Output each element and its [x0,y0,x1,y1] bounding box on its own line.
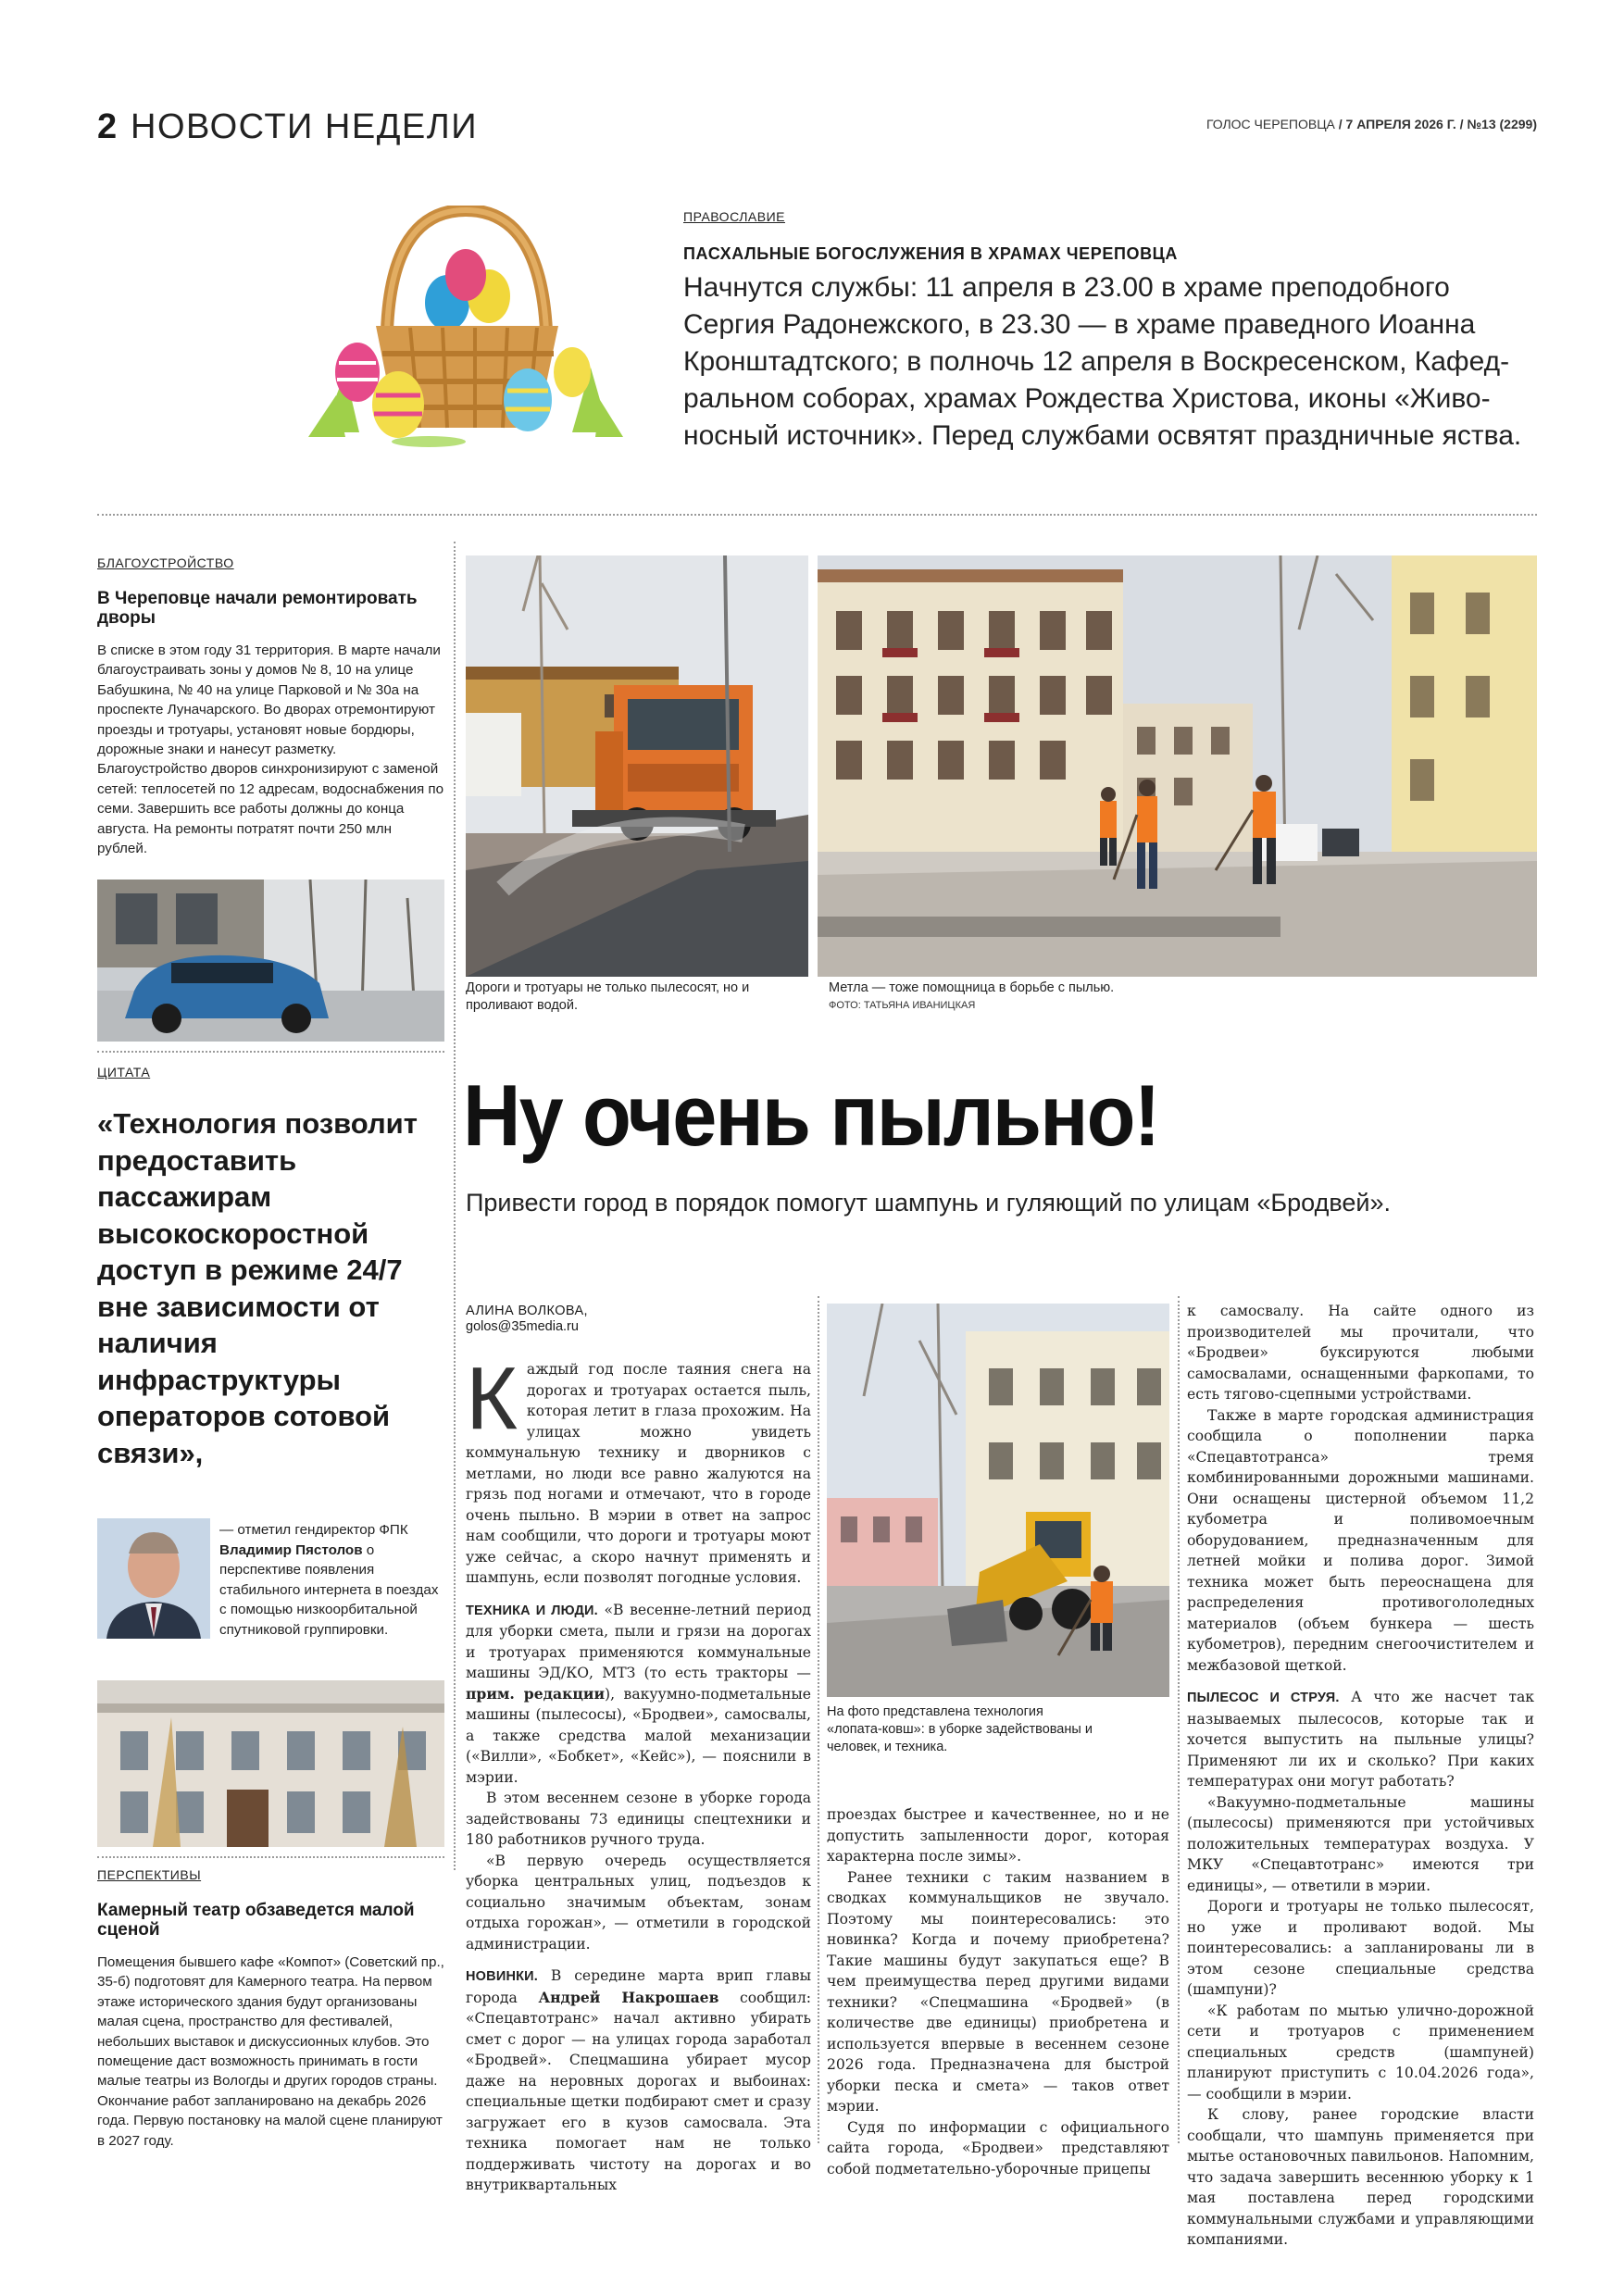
quote-attribution [219,1520,446,1640]
theatre-rubric: ПЕРСПЕКТИВЫ [97,1867,202,1882]
paragraph: Судя по информации с официального сайта города, «Бродвеи» представляют собой подметательно-уборочные прицепы [827,2118,1169,2177]
issue-info [1206,117,1537,131]
paragraph-text: сообщил: «Спецавтотранс» начал активно убирать смет с дорог — на улицах города заработал «Бродвей». Спецмашина убирает мусор даже на неровных дорогах и выбоинах: специальные щетки подбирают смет и сразу загружает его в кузов самосвала. Эта техника помогает нам не только поддерживать чистоту на дорогах и во внутриквартальных [466,1989,811,2193]
paragraph [466,1965,811,2196]
article-column-3 [1187,1301,1534,2251]
paragraph: к самосвалу. На сайте одного из производителей мы прочитали, что «Бродвеи» буксируются любыми самосвалами, оснащенными фаркопами, то есть тягово-сцепными устройствами. [1187,1303,1534,1403]
yards-block [97,555,444,858]
section-title: НОВОСТИ НЕДЕЛИ [131,107,479,146]
paragraph [1187,1687,1534,1792]
yards-title: В Череповце начали ремонтировать дворы [97,589,418,628]
column-divider [454,542,456,1870]
quote-attr-prefix: — отметил гендиректор ФПК [219,1522,408,1538]
paragraph-text: «В весенне-летний период для уборки смета, пыли и грязи на дорогах и тротуарах применяются коммунальные машины ЭД/КО, МТЗ (то есть тракторы — [466,1601,811,1681]
person-name: Андрей Накрошаев [538,1988,719,2006]
section-lead: НОВИНКИ. [466,1969,539,1984]
newspaper-name: ГОЛОС ЧЕРЕПОВЦА [1206,117,1335,131]
easter-text [683,269,1554,455]
quote-rubric: ЦИТАТА [97,1065,151,1079]
section-novinki [466,1965,811,2196]
theatre-building-photo [97,1680,444,1847]
easter-line: Сергия Радонежского, в 23.30 — в храме праведного Иоанна [683,309,1476,340]
paragraph: проездах быстрее и качественнее, но и не допустить запыленности дорог, которая характерна после зимы». [827,1806,1169,1865]
paragraph-text: В середине марта врип главы города [466,1967,811,2006]
street-sweepers-photo [818,555,1537,977]
loader-photo [827,1304,1169,1697]
easter-line: ральном соборах, храмах Рождества Христова, иконы «Живо- [683,383,1491,414]
column-divider [818,1296,819,2143]
paragraph [466,1600,811,1789]
truck-photo [466,555,808,977]
yards-rubric: БЛАГОУСТРОЙСТВО [97,555,234,570]
sweepers-photo-caption: Метла — тоже помощница в борьбе с пылью. [829,980,1115,995]
paragraph: Также в марте городская администрация сообщила о пополнении парка «Спецавтотранса» тремя комбинированными дорожными машинами. Они оснащены цистерной объемом 11,2 кубометра и поливомоечным оборудованием, предназначенным для летней мойки и полива дорог. Зимой техника может быть переоснащена для распределения противогололедных материалов (объем бункера — шесть кубометров), передним снегоочистителем и межбазовой щеткой. [1187,1406,1534,1674]
author-email: golos@35media.ru [466,1319,579,1334]
yards-text: В списке в этом году 31 территория. В марте начали благоустраивать зоны у домов № 8, 10 на улице Бабушкина, № 40 на улице Парковой и № 30а на проспекте Луначарского. Во дворах отремонтируют проезды и тротуары, установят новые бордюры, дорожные знаки и нанесут разметку. Благоустройство дворов синхронизируют с заменой сетей: теплосетей по 12 адресам, водоснабжения по семи. Завершить все работы должны до конца августа. На ремонты потратят почти 250 млн рублей. [97,643,444,857]
column-divider [1178,1296,1180,2143]
paragraph: В этом весеннем сезоне в уборке города задействованы 73 единицы спецтехники и 180 работников ручного труда. [466,1790,811,1848]
theatre-text: Помещения бывшего кафе «Компот» (Советский пр., 35-б) подготовят для Камерного театра. На первом этаже исторического здания будут организованы малая сцена, пространство для фестивалей, небольших выставок и дискуссионных клубов. Это помещение даст возможность принимать в гости малые театры из Вологды и других городов страны. Окончание работ запланировано на декабрь 2026 года. Первую постановку на малой сцене планируют в 2027 году. [97,1954,444,2149]
paragraph: «Вакуумно-подметальные машины (пылесосы) применяются при устойчивых положительных температурах воздуха. У МКУ «Спецавтотранс» имеются три единицы», — ответили в мэрии. [1187,1793,1534,1894]
easter-title: ПАСХАЛЬНЫЕ БОГОСЛУЖЕНИЯ В ХРАМАХ ЧЕРЕПОВЦА [683,244,1179,263]
issue-date: / 7 АПРЕЛЯ 2026 Г. / №13 (2299) [1334,117,1537,131]
yards-photo [97,880,444,1042]
easter-line: носный источник». Перед службами освятят праздничные яства. [683,420,1522,451]
divider [97,514,1537,516]
theatre-block [97,1867,444,2151]
main-subhead: Привести город в порядок помогут шампунь и гуляющий по улицам «Бродвей». [466,1189,1391,1217]
easter-basket-illustration [294,206,637,448]
section-lead: ПЫЛЕСОС И СТРУЯ. [1187,1691,1340,1705]
intro-text: аждый год после таяния снега на дорогах и тротуарах остается пыль, которая летит в глаза прохожим. На улицах можно увидеть коммунальную технику и дворников с метлами, но люди все равно жалуются на грязь под ногами и отмечают, что в городе очень пыльно. В мэрии в ответ на запрос нам сообщили, что дороги и тротуары моют уже сейчас, а скоро начнут применять и шампунь, если позволят погодные условия. [466,1361,811,1586]
quote-attr-suffix: о перспективе появления стабильного интернета в поездах с помощью низкоорбитальной спутниковой группировки. [219,1541,439,1638]
easter-rubric: ПРАВОСЛАВИЕ [683,209,785,224]
quote-speaker: Владимир Пястолов [219,1541,363,1558]
article-column-1 [466,1304,811,2196]
editor-note: прим. редакции [466,1684,606,1703]
paragraph-text: ), вакуумно-подметальные машины (пылесосы), «Бродвеи», самосвалы, а также средства малой механизации («Вилли», «Бобкет», «Кейс»), — пояснили в мэрии. [466,1685,811,1786]
paragraph: Ранее техники с таким названием в сводках коммунальщиков не звучало. Поэтому мы поинтересовались: это новинка? Когда и почему приобретена? Такие машины будут закупаться еще? В чем преимущества перед другими видами техники? «Спецмашина «Бродвей» (в количестве две единицы) приобретена и используется впервые в весеннем сезоне 2026 года. Предназначена для быстрой уборки песка и смета» — таков ответ мэрии. [827,1868,1169,2115]
page-header [97,104,1537,150]
drop-cap: К [466,1349,518,1448]
speaker-portrait [97,1518,210,1639]
article-column-2 [827,1804,1169,2179]
divider [97,1051,444,1053]
paragraph: «В первую очередь осуществляется уборка центральных улиц, подъездов к социально значимым объектам, зонам отдыха горожан», — отметили в городской администрации. [466,1852,811,1953]
easter-line: Кронштадтского; в полночь 12 апреля в Воскресенском, Кафед- [683,346,1510,377]
theatre-title: Камерный театр обзаведется малой сценой [97,1901,415,1940]
section-technika [466,1600,811,1955]
article-intro [466,1349,811,1589]
easter-line: Начнутся службы: 11 апреля в 23.00 в храме преподобного [683,272,1450,303]
quote-block [97,1065,444,1471]
easter-block [683,209,1554,455]
page-number: 2 [97,107,118,146]
divider [97,1856,444,1858]
truck-photo-caption: Дороги и тротуары не только пылесосят, но и проливают водой. [466,980,750,1013]
photo-credit: ФОТО: ТАТЬЯНА ИВАНИЦКАЯ [829,1000,976,1011]
main-headline: Ну очень пыльно! [463,1067,1159,1164]
loader-photo-caption: На фото представлена технология «лопата-ковш»: в уборке задействованы и человек, и техника. [827,1704,1093,1754]
paragraph: «К работам по мытью улично-дорожной сети и тротуаров с применением специальных средств (шампуней) планируют приступить с 10.04.2026 года», — сообщили в мэрии. [1187,2002,1534,2103]
quote-text: «Технология позволит предоставить пассажирам высокоскоростной доступ в режиме 24/7 вне зависимости от наличия инфраструктуры операторов сотовой связи», [97,1107,418,1469]
paragraph: К слову, ранее городские власти сообщали, что шампунь применяется при мытье остановочных павильонов. Напомним, что задача завершить весеннюю уборку к 1 мая поставлена перед городскими коммунальными службами и управляющими компаниями. [1187,2106,1534,2248]
section-lead: ТЕХНИКА И ЛЮДИ. [466,1603,598,1618]
paragraph: Дороги и тротуары не только пылесосят, но уже и проливают водой. Мы поинтересовались: а запланированы ли в этом сезоне специальные средства (шампуни)? [1187,1898,1534,1998]
author-name: АЛИНА ВОЛКОВА, [466,1304,588,1318]
paragraph-text: А что же насчет так называемых пылесосов, которые так и хочется выпустить на пыльные улицы? Применяют ли их и сколько? При каких температурах они могут работать? [1187,1689,1535,1790]
